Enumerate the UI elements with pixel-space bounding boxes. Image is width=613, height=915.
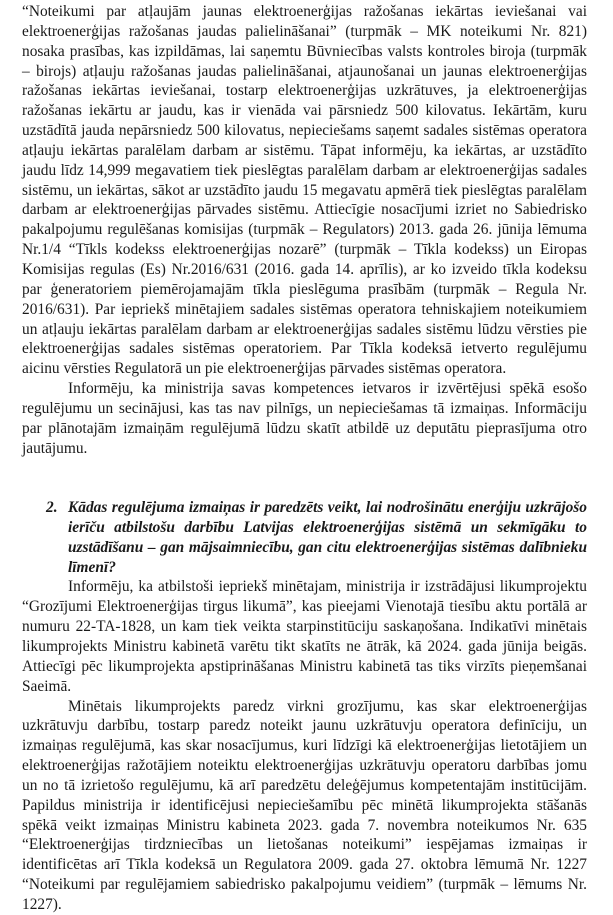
spacer <box>22 458 587 478</box>
paragraph-draft-law-info: Informēju, ka atbilstoši iepriekš minētajam, ministrija ir izstrādājusi likumprojektu “Grozījumi Elektroenerģijas tirgus likumā”, kas pieejami Vienotajā tiesību aktu portālā ar numuru 22-TA-1828, un kam tiek veikta starpinstitūciju saskaņošana. Indikatīvi minētais likumprojekts Ministru kabinetā varētu tikt skatīts ne ātrāk, kā 2024. gada jūnija beigās. Attiecīgi pēc likumprojekta apstiprināšanas Ministru kabinetā tas tiks virzīts pieņemšanai Saeimā. <box>22 578 587 695</box>
question-item-2 <box>22 498 587 577</box>
question-number: 2. <box>46 499 58 517</box>
paragraph-draft-law-amendments: Minētais likumprojekts paredz virkni grozījumu, kas skar elektroenerģijas uzkrātuvju darbību, tostarp paredz noteikt jaunu uzkrātuvju operatora definīciju, un izmaiņas regulējumā, kas skar nosacījumus, kuri līdzīgi kā elektroenerģijas lietotājiem un elektroenerģijas ražotājiem noteiktu elektroenerģijas uzkrātuvju operatoru darbības jomu un no tā izrietošo regulējumu, kā arī paredzētu deleģējumus kompetentajām institūcijām. Papildus ministrija ir identificējusi nepieciešamību pēc minētā likumprojekta stāšanās spēkā veikt izmaiņas Ministru kabineta 2023. gada 7. novembra noteikumos Nr. 635 “Elektroenerģijas tirdzniecības un lietošanas noteikumi” iespējamas izmaiņas ir identificētas arī Tīkla kodeksā un Regulatora 2009. gada 27. oktobra lēmumā Nr. 1227 “Noteikumi par regulējamiem sabiedrisko pakalpojumu veidiem” (turpmāk – lēmums Nr. 1227). <box>22 697 587 913</box>
paragraph-mk-noteikumi-821: “Noteikumi par atļaujām jaunas elektroenerģijas ražošanas iekārtas ieviešanai vai elektroenerģijas ražošanas jaudas palielināšanai” (turpmāk – MK noteikumi Nr. 821) nosaka prasības, kas izpildāmas, lai saņemtu Būvniecības valsts kontroles biroja (turpmāk – birojs) atļauju ražošanas jaudas palielināšanai, atjaunošanai un jaunas elektroenerģijas ražošanas iekārtas ieviešanai, tostarp elektroenerģijas uzkrātuves, ja elektroenerģijas ražošanas iekārtu ar jaudu, kas ir vienāda vai pārsniedz 500 kilovatus. Iekārtām, kuru uzstādītā jauda nepārsniedz 500 kilovatus, nepieciešams saņemt sadales sistēmas operatora atļauju iekārtas paralēlam darbam ar sistēmu. Tāpat informēju, ka iekārtas, ar uzstādīto jaudu līdz 14,999 megavatiem tiek pieslēgtas paralēlam darbam ar elektroenerģijas sadales sistēmu, un iekārtas, sākot ar uzstādīto jaudu 15 megavatu apmērā tiek pieslēgtas paralēlam darbam ar elektroenerģijas pārvades sistēmu. Attiecīgie nosacījumi izriet no Sabiedrisko pakalpojumu regulēšanas komisijas (turpmāk – Regulators) 2013. gada 26. jūnija lēmuma Nr.1/4 “Tīkls kodekss elektroenerģijas nozarē” (turpmāk – Tīkla kodekss) un Eiropas Komisijas regulas (Es) Nr.2016/631 (2016. gada 14. aprīlis), ar ko izveido tīkla kodeksu par ģeneratoriem piemērojamajām tīkla pieslēguma prasībām (turpmāk – Regula Nr. 2016/631). Par iepriekš minētajiem sadales sistēmas operatora tehniskajiem noteikumiem un atļauju iekārtas paralēlam darbam ar elektroenerģijas sadales sistēmu lūdzu vērsties pie elektroenerģijas sadales sistēmas operatoriem. Par Tīkla kodeksā ietverto regulējumu aicinu vērsties Regulatorā un pie elektroenerģijas pārvades sistēmas operatora. <box>22 3 587 378</box>
document-page <box>22 2 587 915</box>
question-text: Kādas regulējuma izmaiņas ir paredzēts veikt, lai nodrošinātu enerģiju uzkrājošo ierīču atbilstošu darbību Latvijas elektroenerģijas sistēmā un sekmīgāku to uzstādīšanu – gan mājsaimniecību, gan citu elektroenerģijas sistēmas dalībnieku līmenī? <box>68 499 587 576</box>
paragraph-ministry-assessment: Informēju, ka ministrija savas kompetences ietvaros ir izvērtējusi spēkā esošo regulējumu un secinājusi, kas tas nav pilnīgs, un nepieciešamas tā izmaiņas. Informāciju par plānotajām izmaiņām regulējumā lūdzu skatīt atbildē uz deputātu pieprasījuma otro jautājumu. <box>22 380 587 457</box>
